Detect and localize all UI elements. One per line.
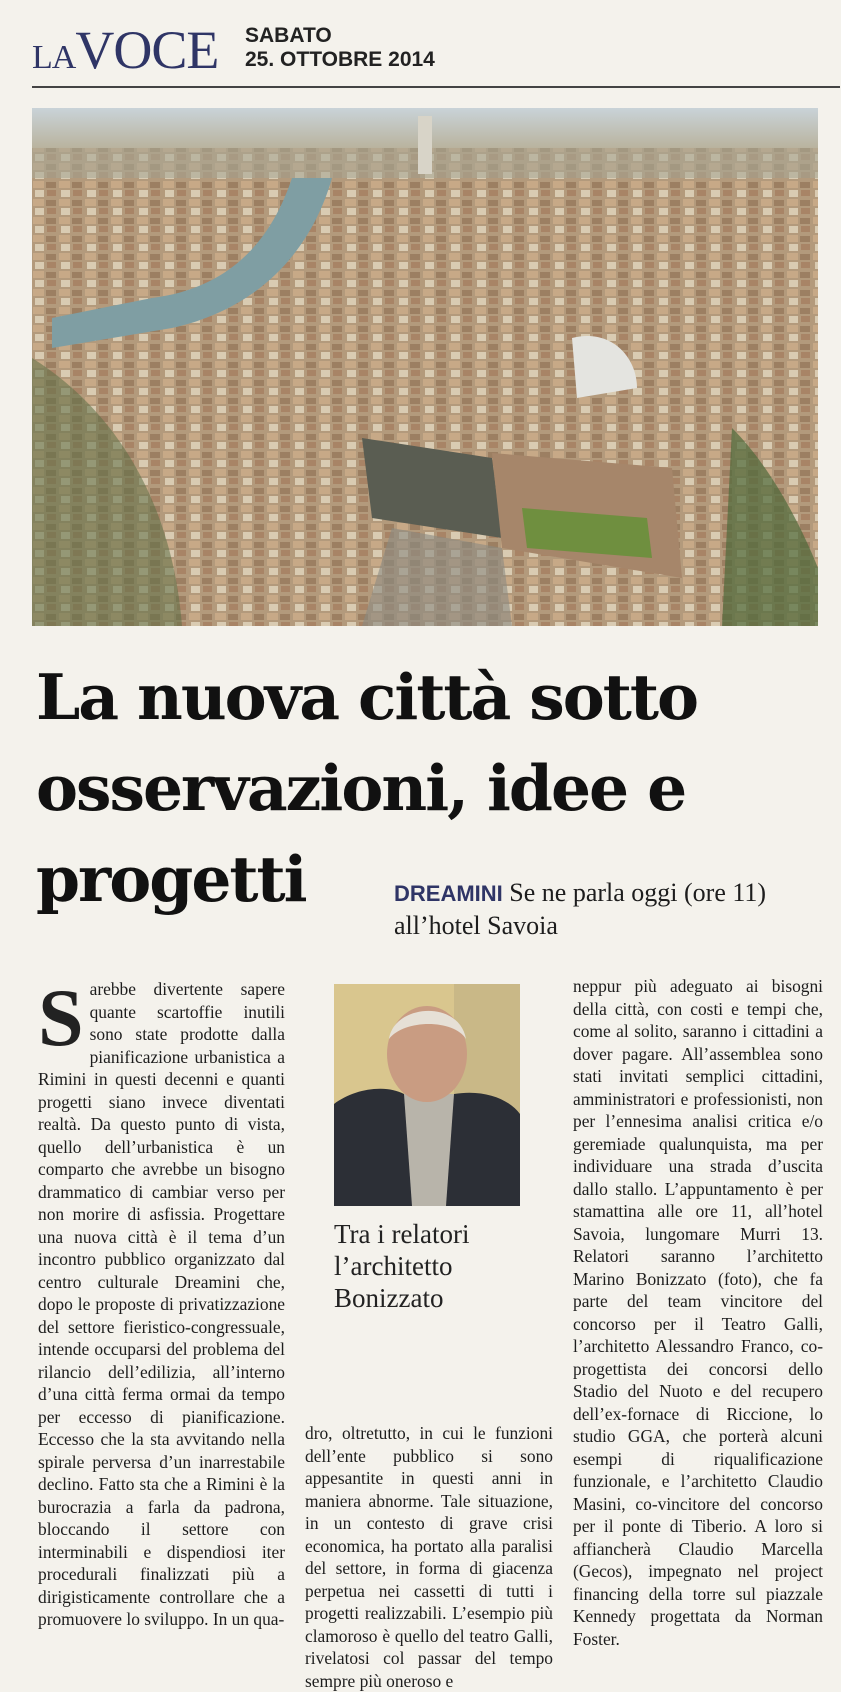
logo-main: VOCE xyxy=(75,20,219,80)
masthead-rule xyxy=(32,86,840,88)
article-column-1 xyxy=(38,972,285,1631)
article-headline: La nuova città sotto osservazioni, idee e progetti xyxy=(36,660,697,916)
issue-date-block xyxy=(245,24,435,72)
logo-prefix: LA xyxy=(32,39,76,76)
article-kicker xyxy=(394,877,834,942)
drop-cap: S xyxy=(38,972,84,1063)
issue-day: SABATO xyxy=(245,24,332,47)
article-column-3: neppur più adeguato ai bisogni della città, con costi e tempi che, come al solito, saranno i cittadini a dover pagare. All’assemblea sono stati invitati semplici cittadini, amministratori e professionisti, non per l’ennesima analisi critica e/o geremiade qualunquista, ma per individuare una strada d’uscita dallo stallo. L’appuntamento è per stamattina alle ore 11, all’hotel Savoia, lungomare Murri 13. Relatori saranno l’architetto Marino Bonizzato (foto), che fa parte del team vincitore del concorso per il Teatro Galli, l’architetto Alessandro Franco, co-progettista dei concorsi dello Stadio del Nuoto e del recupero dell’ex-fornace di Riccione, lo studio GGA, che porterà alcuni esempi di riqualificazione funzionale, e l’architetto Claudio Masini, co-vincitore del concorso per il ponte di Tiberio. A loro si affiancherà Claudio Marcella (Gecos), impegnato nel project financing della torre sul piazzale Kennedy progettata da Norman Foster. xyxy=(573,976,823,1649)
column-1-text: arebbe divertente sapere quante scartoffie inutili sono state prodotte dalla pianificazione urbanistica a Rimini in questi decenni e quanti progetti siano invece diventati realtà. Da questo punto di vista, quello dell’urbanistica è un comparto che avrebbe un bisogno drammatico di cambiar verso per non morire di asfissia. Progettare una nuova città è il tema d’un incontro pubblico organizzato dal centro culturale Dreamini che, dopo le proposte di privatizzazione del settore fieristico-congressuale, intende occuparsi del problema del rilancio dell’edilizia, all’interno d’una città ferma ormai da tempo per eccesso di pianificazione. Eccesso che la sta avvitando nella spirale perversa d’un inarrestabile declino. Fatto sta che a Rimini è la burocrazia a farla da padrona, bloccando il settore con interminabili e dispendiosi iter procedurali finalizzati più a dirigisticamente controllare che a promuovere lo sviluppo. In un qua- xyxy=(38,979,285,1629)
portrait-photo xyxy=(334,984,520,1206)
kicker-tag: DREAMINI xyxy=(394,881,503,906)
kicker-text: Se ne parla oggi (ore 11) all’hotel Savoia xyxy=(394,878,767,940)
newspaper-logo xyxy=(32,22,218,86)
aerial-city-photo xyxy=(32,108,818,626)
photo-caption: Tra i relatori l’architetto Bonizzato xyxy=(334,1219,470,1313)
article-column-2: dro, oltretutto, in cui le funzioni dell’ente pubblico si sono appesantite in questi anni in maniera abnorme. Tale situazione, in un contesto di grave crisi economica, ha portato alla paralisi del settore, in forma di giacenza perpetua nei cassetti di tutti i progetti realizzabili. L’esempio più clamoroso è quello del teatro Galli, rivelatosi col passar del tempo sempre più oneroso e xyxy=(305,1423,553,1691)
issue-date: 25. OTTOBRE 2014 xyxy=(245,48,435,71)
